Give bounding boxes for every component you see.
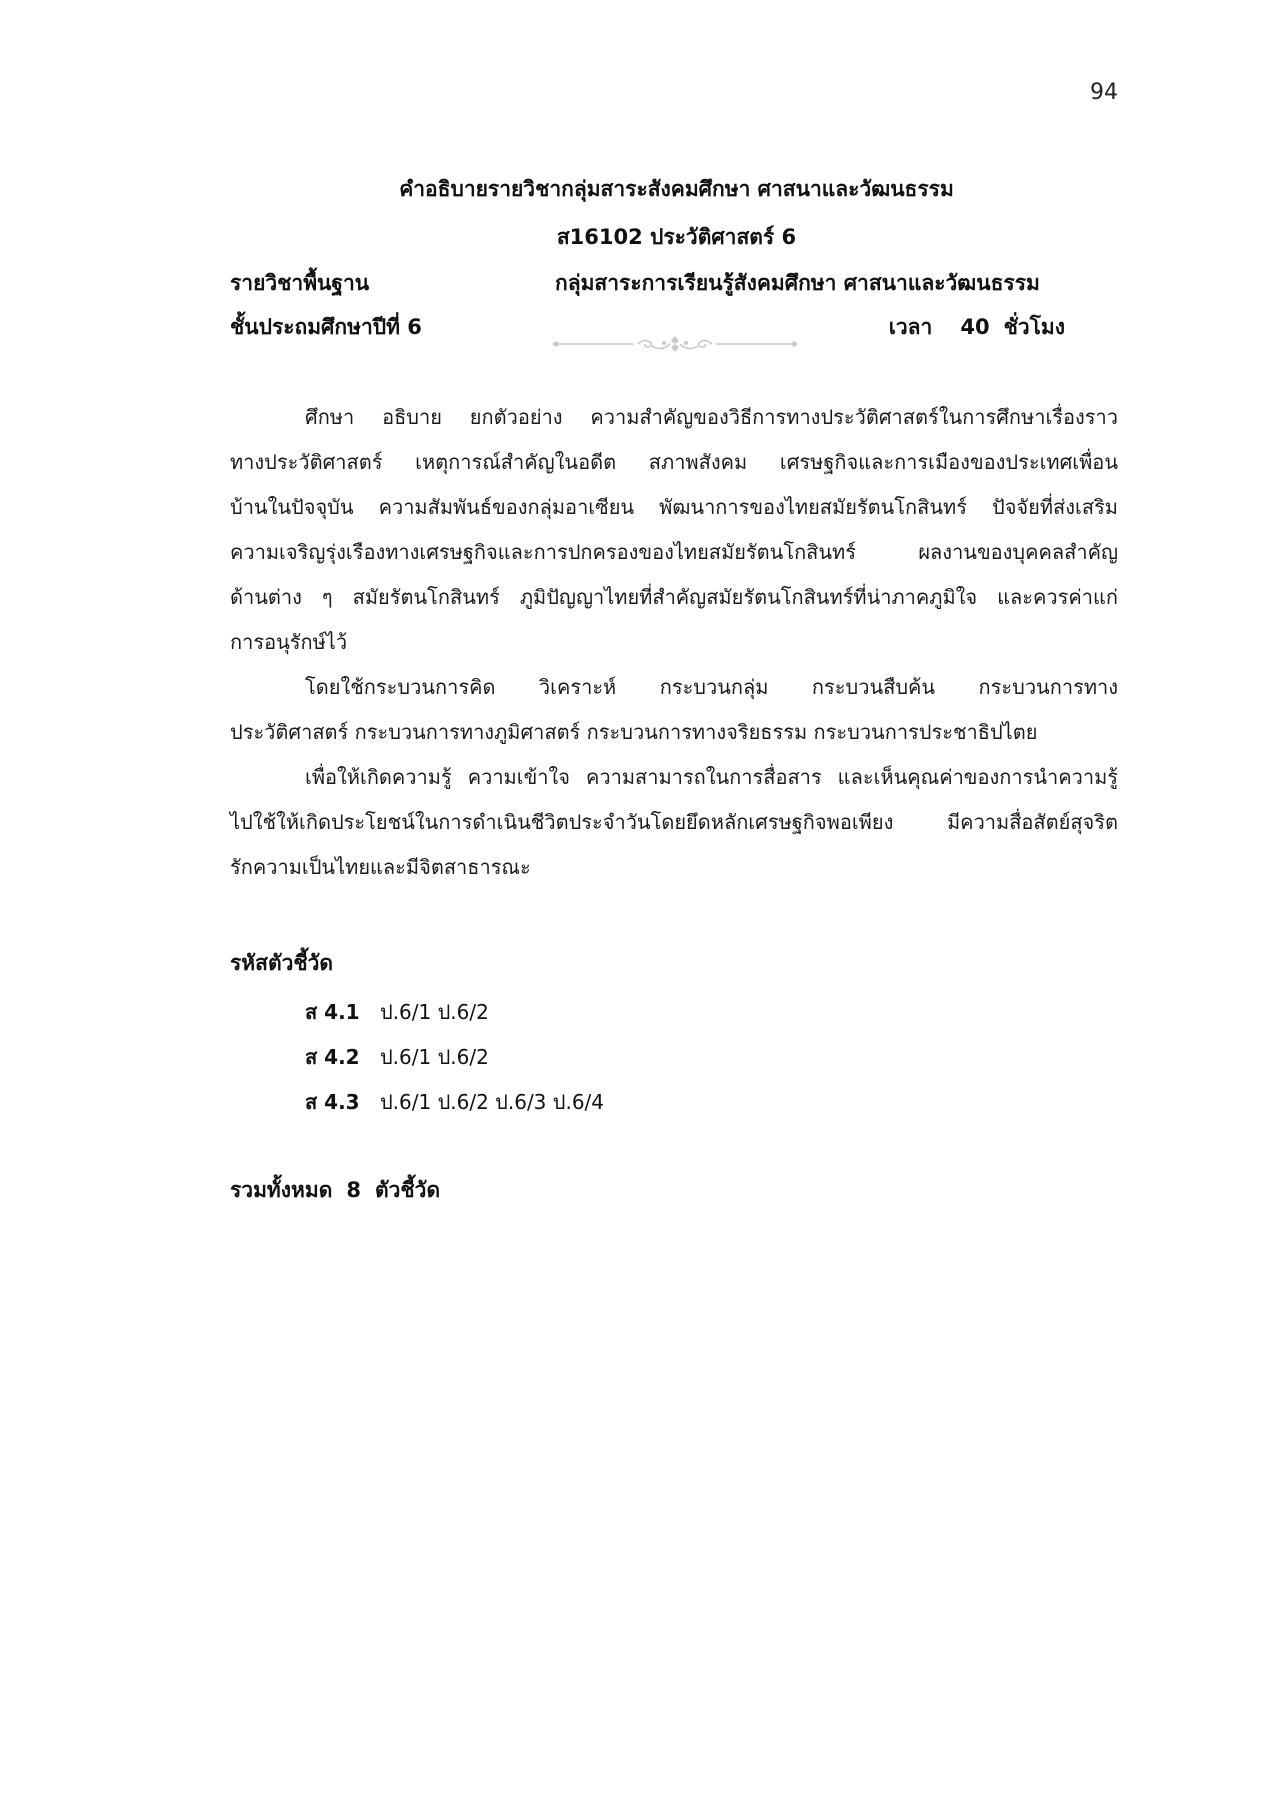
ornament-divider-icon — [552, 334, 798, 354]
indicator-row — [305, 996, 489, 1028]
description-paragraph-1 — [230, 395, 1118, 665]
indicator-levels: ป.6/1 ป.6/2 — [379, 1000, 489, 1024]
document-title: คำอธิบายรายวิชากลุ่มสาระสังคมศึกษา ศาสนาและวัฒนธรรม — [399, 177, 954, 201]
paragraph-line: การอนุรักษ์ไว้ — [230, 630, 348, 654]
indicator-code: ส 4.3 — [305, 1090, 360, 1114]
course-code-title: ส16102 ประวัติศาสตร์ 6 — [556, 225, 797, 249]
total-unit: ตัวชี้วัด — [374, 1178, 441, 1202]
description-paragraph-2 — [230, 665, 1118, 755]
indicator-code: ส 4.1 — [305, 1000, 360, 1024]
time-unit: ชั่วโมง — [1003, 315, 1065, 339]
indicator-levels: ป.6/1 ป.6/2 ป.6/3 ป.6/4 — [379, 1090, 605, 1114]
time-label: เวลา — [888, 315, 933, 339]
grade-level: ชั้นประถมศึกษาปีที่ 6 — [230, 315, 422, 339]
paragraph-line: ศึกษา อธิบาย ยกตัวอย่าง ความสำคัญของวิธีการทางประวัติศาสตร์ในการศึกษาเรื่องราว — [305, 405, 1118, 429]
indicator-levels: ป.6/1 ป.6/2 — [379, 1045, 489, 1069]
page-number: 94 — [1090, 80, 1118, 105]
course-type: รายวิชาพื้นฐาน — [230, 271, 370, 295]
study-time — [889, 311, 1065, 344]
paragraph-line: ไปใช้ให้เกิดประโยชน์ในการดำเนินชีวิตประจำวันโดยยึดหลักเศรษฐกิจพอเพียง มีความสื่อสัตย์สุจริต — [230, 810, 1118, 834]
paragraph-line: เพื่อให้เกิดความรู้ ความเข้าใจ ความสามารถในการสื่อสาร และเห็นคุณค่าของการนำความรู้ — [305, 765, 1118, 789]
paragraph-line: ความเจริญรุ่งเรืองทางเศรษฐกิจและการปกครองของไทยสมัยรัตนโกสินทร์ ผลงานของบุคคลสำคัญ — [230, 540, 1118, 564]
indicator-code: ส 4.2 — [305, 1045, 360, 1069]
indicator-row — [305, 1086, 604, 1118]
paragraph-line: รักความเป็นไทยและมีจิตสาธารณะ — [230, 855, 531, 879]
indicators-heading: รหัสตัวชี้วัด — [230, 951, 334, 975]
total-label: รวมทั้งหมด — [230, 1178, 333, 1202]
paragraph-line: ประวัติศาสตร์ กระบวนการทางภูมิศาสตร์ กระบวนการทางจริยธรรม กระบวนการประชาธิปไตย — [230, 720, 1038, 744]
total-count: 8 — [346, 1178, 361, 1202]
indicators-total — [230, 1174, 440, 1207]
learning-area: กลุ่มสาระการเรียนรู้สังคมศึกษา ศาสนาและวัฒนธรรม — [555, 271, 1040, 295]
paragraph-line: ด้านต่าง ๆ สมัยรัตนโกสินทร์ ภูมิปัญญาไทยที่สำคัญสมัยรัตนโกสินทร์ที่น่าภาคภูมิใจ และควรค่าแก่ — [230, 585, 1118, 609]
paragraph-line: โดยใช้กระบวนการคิด วิเคราะห์ กระบวนกลุ่ม กระบวนสืบค้น กระบวนการทาง — [305, 675, 1118, 699]
paragraph-line: ทางประวัติศาสตร์ เหตุการณ์สำคัญในอดีต สภาพสังคม เศรษฐกิจและการเมืองของประเทศเพื่อน — [230, 450, 1118, 474]
time-value: 40 — [960, 315, 990, 339]
meta-row-course — [230, 267, 1065, 299]
indicator-row — [305, 1041, 489, 1073]
paragraph-line: บ้านในปัจจุบัน ความสัมพันธ์ของกลุ่มอาเซียน พัฒนาการของไทยสมัยรัตนโกสินทร์ ปัจจัยที่ส่งเสริม — [230, 495, 1118, 519]
description-paragraph-3 — [230, 755, 1118, 890]
